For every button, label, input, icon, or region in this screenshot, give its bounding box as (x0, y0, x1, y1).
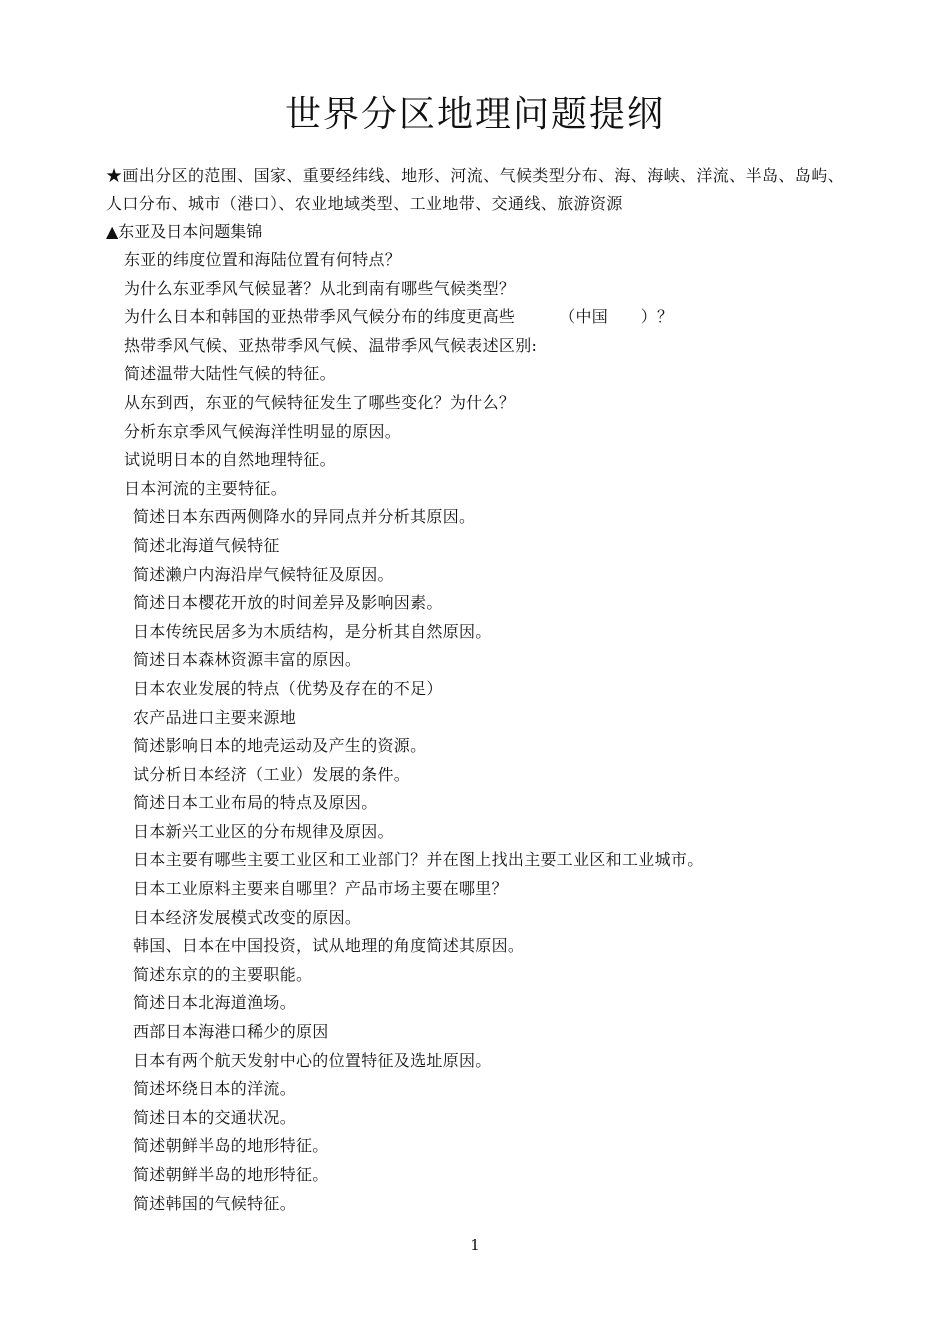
intro-paragraph: ★画出分区的范围、国家、重要经纬线、地形、河流、气候类型分布、海、海峡、洋流、半岛、岛屿、人口分布、城市（港口）、农业地域类型、工业地带、交通线、旅游资源 (106, 166, 845, 213)
question-item (0, 704, 950, 733)
question-text: 试说明日本的自然地理特征。 (124, 450, 336, 470)
question-item (0, 418, 950, 447)
question-text: 从东到西，东亚的气候特征发生了哪些变化？为什么？ (124, 392, 516, 412)
question-item (0, 1047, 950, 1076)
section-heading: ▲东亚及日本问题集锦 (106, 222, 263, 241)
question-text: 简述日本森林资源丰富的原因。 (133, 650, 362, 670)
question-text: 农产品进口主要来源地 (133, 707, 297, 727)
question-item (0, 932, 950, 961)
question-text: 简述韩国的气候特征。 (133, 1193, 297, 1213)
question-text: 日本有两个航天发射中心的位置特征及选址原因。 (133, 1050, 492, 1070)
question-text: 简述日本的交通状况。 (133, 1107, 297, 1127)
question-item (0, 475, 950, 504)
question-text: 西部日本海港口稀少的原因 (133, 1022, 329, 1042)
question-text: 韩国、日本在中国投资，试从地理的角度简述其原因。 (133, 936, 525, 956)
question-text: 试分析日本经济（工业）发展的条件。 (133, 764, 411, 784)
question-text: 为什么东亚季风气候显著？从北到南有哪些气候类型？ (124, 278, 516, 298)
question-item (0, 818, 950, 847)
question-item (0, 1190, 950, 1219)
question-text: 日本新兴工业区的分布规律及原因。 (133, 821, 394, 841)
question-text: 简述北海道气候特征 (133, 535, 280, 555)
question-text: 简述日本北海道渔场。 (133, 993, 297, 1013)
question-item (0, 561, 950, 590)
question-text: 简述朝鲜半岛的地形特征。 (133, 1165, 329, 1184)
question-text: 简述朝鲜半岛的地形特征。 (133, 1136, 329, 1156)
question-item (0, 1161, 950, 1190)
question-text: 简述影响日本的地壳运动及产生的资源。 (133, 736, 427, 756)
question-text: 简述日本工业布局的特点及原因。 (133, 793, 378, 813)
document-title: 世界分区地理问题提纲 (284, 94, 665, 135)
question-item (0, 246, 950, 275)
question-item (0, 846, 950, 875)
question-text: 简述日本樱花开放的时间差异及影响因素。 (133, 593, 443, 613)
question-item (0, 761, 950, 790)
question-text: 简述日本东西两侧降水的异同点并分析其原因。 (133, 507, 476, 527)
question-item (0, 1104, 950, 1133)
question-text: 简述濑户内海沿岸气候特征及原因。 (133, 564, 394, 584)
question-note (559, 303, 673, 332)
question-text: 分析东京季风气候海洋性明显的原因。 (124, 421, 402, 441)
question-text: 东亚的纬度位置和海陆位置有何特点？ (124, 250, 402, 269)
question-text: 日本工业原料主要来自哪里？产品市场主要在哪里？ (133, 879, 508, 899)
question-text: 简述温带大陆性气候的特征。 (124, 364, 336, 384)
question-item (0, 875, 950, 904)
question-item (0, 646, 950, 675)
question-item (0, 275, 950, 304)
question-item (0, 1132, 950, 1161)
question-text: 日本农业发展的特点（优势及存在的不足） (133, 678, 443, 698)
question-item (0, 904, 950, 933)
question-text: 日本主要有哪些主要工业区和工业部门？并在图上找出主要工业区和工业城市。 (133, 850, 704, 870)
page-number: 1 (470, 1236, 480, 1254)
question-item (0, 332, 950, 361)
question-item (0, 732, 950, 761)
question-item (0, 503, 950, 532)
question-item (0, 532, 950, 561)
question-item (0, 961, 950, 990)
question-text: 日本河流的主要特征。 (124, 478, 288, 498)
question-note-text: （中国 ）？ (559, 307, 674, 327)
question-item (0, 1018, 950, 1047)
question-text: 简述坏绕日本的洋流。 (133, 1079, 297, 1099)
question-item (0, 360, 950, 389)
question-item (0, 618, 950, 647)
question-item (0, 675, 950, 704)
question-item (0, 789, 950, 818)
question-text: 简述东京的的主要职能。 (133, 964, 313, 984)
question-item (0, 589, 950, 618)
question-item (0, 446, 950, 475)
question-text: 为什么日本和韩国的亚热带季风气候分布的纬度更高些 (124, 307, 516, 327)
question-item (0, 303, 950, 332)
question-text: 日本经济发展模式改变的原因。 (133, 907, 362, 927)
question-list (0, 246, 950, 1218)
question-item (0, 989, 950, 1018)
question-text: 热带季风气候、亚热带季风气候、温带季风气候表述区别: (124, 335, 538, 355)
question-item (0, 1075, 950, 1104)
question-text: 日本传统民居多为木质结构，是分析其自然原因。 (133, 621, 492, 641)
question-item (0, 389, 950, 418)
